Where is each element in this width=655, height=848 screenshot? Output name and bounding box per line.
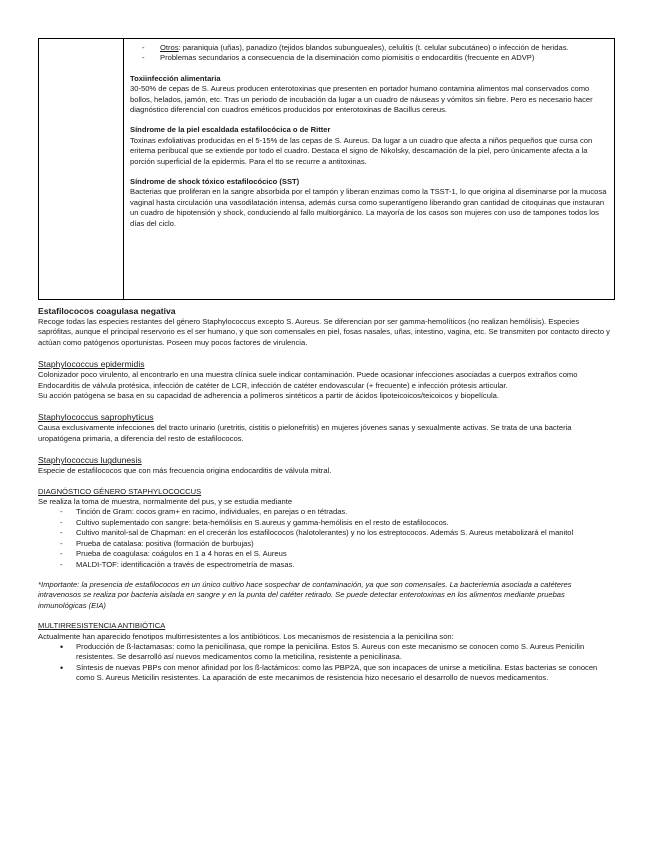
- important-note: *Importante: la presencia de estafilococos en un único cultivo hace sospechar de contaminación, ya que son comensales. La bacteriemia asociada a catéteres intravenosos se realiza por bacteria aislada en sangre y en la punta del catéter retirado. Se puede detectar enterotoxinas en los alimentos mediante pruebas inmunológicas (EIA): [38, 579, 572, 610]
- dash-bullet: -: [142, 53, 145, 63]
- list-item-text: Síntesis de nuevas PBPs con menor afinidad por los ß-lactámicos: como las PBP2A, que son incapaces de unirse a meticilina. Estas bacterias se conocen como S. Aureus Meticilin resistentes. La aparación de este mecanimos de resistencia hizo necesario el desarrollo de nuevos medicamentos.: [76, 662, 598, 683]
- section-title: Síndrome de la piel escaldada estafilocócica o de Ritter: [130, 125, 331, 135]
- dash-bullet: -: [142, 43, 145, 52]
- list-item: [38, 528, 615, 538]
- dash-bullet: -: [60, 559, 63, 569]
- list-item-text: Producción de ß-lactamasas: como la penicilinasa, que rompe la penicilina. Estos S. Aureus con este mecanismo se conocen como S. Aureus Penicilin resistentes. Se desarrolló así nuevos medicamentos como la meticilina, resistente a penicilinasa.: [76, 641, 585, 662]
- paragraph: Colonizador poco virulento, al encontrarlo en una muestra clínica suele indicar contaminación. Puede ocasionar infecciones asociadas a cuerpos extraños como Endocarditis de válvula protésica, infección de catéter de LCR, infección de catéter endovascular (+ frecuente) e infección prótesis articular.: [38, 370, 578, 390]
- table-content: [130, 43, 608, 229]
- diagnostic-list: [38, 507, 615, 569]
- bullet-text: Problemas secundarios a consecuencia de la diseminación como piomisitis o endocarditis (frecuente en ADVP): [160, 53, 535, 63]
- list-item: [38, 539, 615, 549]
- list-item: [38, 507, 615, 517]
- paragraph: Causa exclusivamente infecciones del tracto urinario (uretritis, cistitis o pielonefritis) en mujeres jóvenes sanas y sexualmente activas. Se trata de una bacteria uropatógena primaria, a diferencia del resto de estafilococos.: [38, 423, 572, 443]
- heading-epidermidis: Staphylococcus epidermidis: [38, 359, 145, 370]
- paragraph: Actualmente han aparecido fenotipos multirresistentes a los antibióticos. Los mecanismos de resistencia a la penicilina son:: [38, 631, 454, 641]
- list-item-text: MALDI-TOF: identificación a través de espectrometría de masas.: [76, 559, 295, 569]
- paragraph: Su acción patógena se basa en su capacidad de adherencia a polímeros sintéticos a partir de ácidos lipoteicoicos/teicoicos y biopelícula.: [38, 391, 499, 401]
- section-body: 30-50% de cepas de S. Aureus producen enterotoxinas que presenten en portador humano contamina alimentos mal conservados como bollos, helados, jamón, etc. Tras un periodo de incubación da lugar a un cuadro de náuseas y vómitos sin fiebre. Pero es necesario hacer diagnóstico diferencial con cuadros eméticos producidos por enterotoxinas de Bacillus cereus.: [130, 84, 593, 115]
- list-item: [38, 560, 615, 570]
- dash-bullet: -: [60, 538, 63, 548]
- dash-bullet: -: [60, 549, 63, 559]
- bullet-text: : paraniquia (uñas), panadizo (tejidos blandos subungueales), celulitis (t. celular subcutáneo) o infección de heridas.: [178, 43, 569, 52]
- section-body: Bacterias que proliferan en la sangre absorbida por el tampón y liberan enzimas como la TSST-1, lo que origina al diseminarse por la mucosa vaginal hasta circulación una vasodilatación intensa, además cursa como superantígeno liberando gran cantidad de citoquinas que instauran un cuadro de hipotensión y shock, conduciendo al fallo multiorgánico. La mayoría de los casos son mujeres con uso de tampones todos los días del ciclo.: [130, 187, 607, 228]
- list-item: [142, 53, 608, 63]
- main-text: [38, 305, 615, 684]
- heading-diagnostico: DIAGNÓSTICO GÉNERO STAPHYLOCOCCUS: [38, 486, 202, 496]
- table-cell-box: [38, 38, 615, 300]
- paragraph: Recoge todas las especies restantes del género Staphylococcus excepto S. Aureus. Se diferencian por ser gamma-hemolíticos (no realizan hemólisis). Especies saprófitas, aunque el principal reservorio es el ser humano, y que son comensales en piel, fosas nasales, uñas, intestino, vagina, etc. Se transmiten por contacto directo y actúan como patógenos oportunistas. Poseen muy pocos factores de virulencia.: [38, 317, 610, 347]
- section-body: Toxinas exfoliativas producidas en el 5-15% de las cepas de S. Aureus. Da lugar a un cuadro que afecta a niños pequeños que cursa con eritema peribucal que se extiende por todo el cuadro. Destaca el signo de Nikolsky, descamación de la piel, pero únicamente afecta a la porción superficial de la epidermis. Para el tto se recurre a antitoxinas.: [130, 135, 593, 166]
- heading-saprophyticus: Staphylococcus saprophyticus: [38, 412, 154, 423]
- list-item: [38, 518, 615, 528]
- list-item: [142, 43, 608, 53]
- list-item-text: Tinción de Gram: cocos gram+ en racimo, individuales, en parejas o en tétradas.: [76, 507, 348, 517]
- heading-lugdunensis: Staphylococcus lugdunesis: [38, 455, 142, 466]
- paragraph: Especie de estafilococos que con más frecuencia origina endocarditis de válvula mitral.: [38, 466, 332, 476]
- list-item-text: Prueba de coagulasa: coágulos en 1 a 4 horas en el S. Aureus: [76, 549, 287, 559]
- list-item: [38, 642, 615, 663]
- table-divider: [123, 39, 124, 299]
- heading-coag-neg: Estafilococos coagulasa negativa: [38, 306, 176, 316]
- bullet-dot: •: [60, 641, 64, 652]
- list-item-text: Prueba de catalasa: positiva (formación de burbujas): [76, 538, 254, 548]
- dash-bullet: -: [60, 507, 63, 517]
- dash-bullet: -: [60, 528, 63, 538]
- list-item: [38, 549, 615, 559]
- list-item: [38, 663, 615, 684]
- bullet-label: Otros: [160, 43, 179, 52]
- list-item-text: Cultivo manitol-sal de Chapman: en el crecerán los estafilococos (halotolerantes) y no los estreptococos. Además S. Aureus metabolizará el manitol: [76, 528, 574, 538]
- section-title: Toxiinfección alimentaria: [130, 73, 221, 83]
- section-title: Síndrome de shock tóxico estafilocócico (SST): [130, 177, 300, 187]
- paragraph: Se realiza la toma de muestra, normalmente del pus, y se estudia mediante: [38, 497, 293, 507]
- heading-multirresistencia: MULTIRRESISTENCIA ANTIBIÓTICA: [38, 621, 166, 631]
- dash-bullet: -: [60, 517, 63, 527]
- list-item-text: Cultivo suplementado con sangre: beta-hemólisis en S.aureus y gamma-hemólisis en el resto de estafilococos.: [76, 517, 449, 527]
- resistance-list: [38, 642, 615, 684]
- bullet-dot: •: [60, 662, 64, 673]
